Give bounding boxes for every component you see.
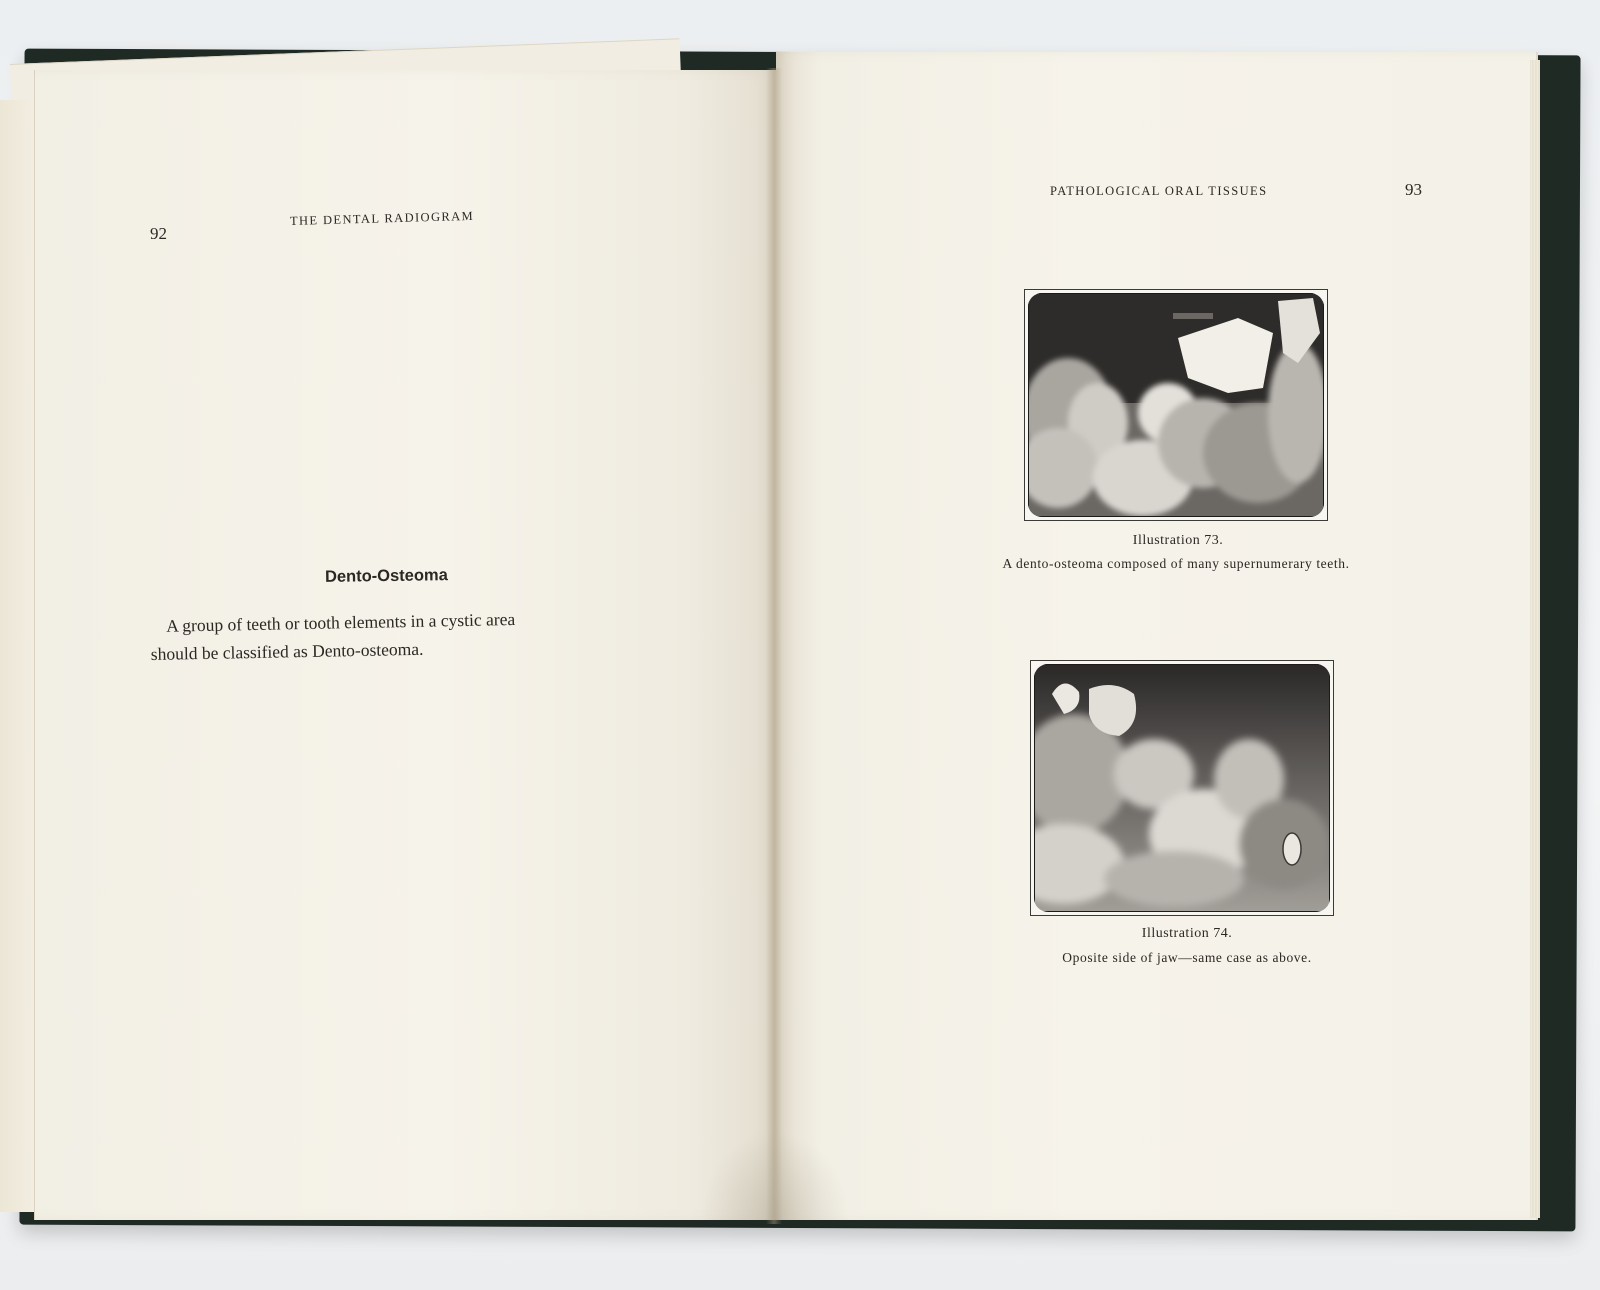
right-page-number: 93 xyxy=(1405,180,1422,199)
book-gutter xyxy=(766,68,782,1224)
illustration-73-title: Illustration 73. xyxy=(1132,533,1224,548)
xray-graphic-74 xyxy=(1034,664,1330,912)
body-line-2: should be classified as Dento-osteoma. xyxy=(150,638,424,664)
radiograph-image xyxy=(1034,664,1330,912)
right-page xyxy=(776,52,1538,1220)
xray-graphic-73 xyxy=(1028,293,1324,517)
right-running-head: PATHOLOGICAL ORAL TISSUES xyxy=(1050,184,1268,198)
radiograph-image xyxy=(1028,293,1324,517)
illustration-73-caption: A dento-osteoma composed of many supernumerary teeth. xyxy=(1002,556,1350,571)
section-heading: Dento-Osteoma xyxy=(324,566,448,586)
body-line-1: A group of teeth or tooth elements in a cystic area xyxy=(166,608,516,636)
page-crease xyxy=(700,1130,850,1220)
illustration-73-radiograph xyxy=(1024,289,1328,521)
left-running-head: THE DENTAL RADIOGRAM xyxy=(289,208,475,228)
illustration-74-radiograph xyxy=(1030,660,1334,916)
body-paragraph xyxy=(150,605,516,668)
illustration-74-title: Illustration 74. xyxy=(1141,926,1233,941)
right-page-edges xyxy=(1530,60,1540,1218)
left-page-number: 92 xyxy=(150,224,167,243)
illustration-74-caption: Oposite side of jaw—same case as above. xyxy=(1062,950,1312,965)
